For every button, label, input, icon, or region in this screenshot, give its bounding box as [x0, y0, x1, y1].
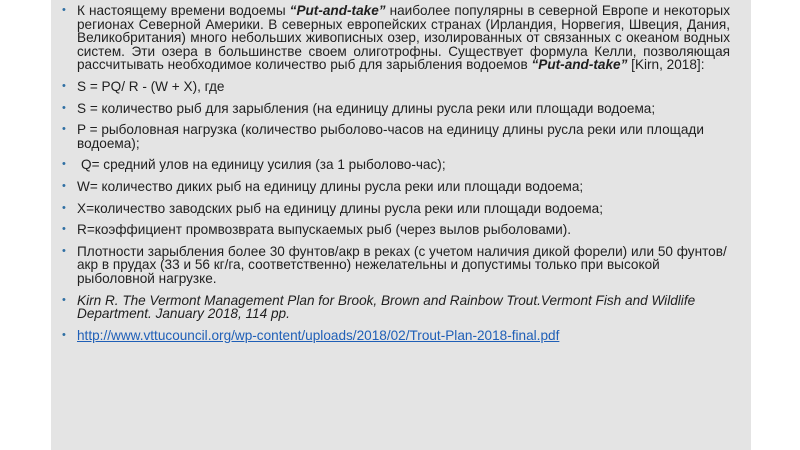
- bullet-list: [60, 4, 730, 350]
- put-and-take-term: “Put-and-take”: [289, 3, 386, 18]
- bullet-icon: •: [62, 123, 66, 136]
- bullet-icon: •: [62, 4, 66, 16]
- bullet-icon: •: [62, 158, 66, 171]
- bullet-icon: •: [62, 293, 66, 306]
- definition-item: [60, 158, 730, 172]
- reference-text: Kirn R. The Vermont Management Plan for Brook, Brown and Rainbow Trout.Vermont Fish and Wildlife Department. January 2018, 114 pp.: [77, 292, 696, 322]
- bullet-icon: •: [62, 179, 66, 192]
- definition-item: [60, 223, 730, 237]
- link-item: [60, 329, 730, 343]
- definition-item: [60, 102, 730, 116]
- intro-part-2: наиболее популярны в северной Европе и некоторых регионах Северной Америки. В северных европейских странах (Ирландия, Норвегия, Швеция, Дания, Великобритания) много небольших живописных озер, изолированных от связанных с океаном водных систем. Эти озера в большинстве своем олиготрофны. Существует формула Келли, позволяющая рассчитывать необходимое количество рыб для зарыбления водоемов: [77, 3, 730, 73]
- definition-text: P = рыболовная нагрузка (количество рыболово-часов на единицу длины русла реки или площади водоема);: [77, 122, 704, 151]
- definition-item: [60, 180, 730, 194]
- definition-item: [60, 202, 730, 216]
- bullet-icon: •: [62, 328, 66, 341]
- bullet-icon: •: [62, 223, 66, 236]
- definition-text: S = количество рыб для зарыбления (на единицу длины русла реки или площади водоема;: [77, 100, 656, 116]
- intro-part-3: [Kirn, 2018]:: [627, 57, 705, 73]
- definition-text: W= количество диких рыб на единицу длины русла реки или площади водоема;: [77, 178, 584, 194]
- trout-plan-link[interactable]: http://www.vttucouncil.org/wp-content/uploads/2018/02/Trout-Plan-2018-final.pdf: [77, 327, 560, 343]
- formula-item: [60, 80, 730, 94]
- bullet-icon: •: [62, 79, 66, 92]
- intro-text: [77, 4, 730, 72]
- put-and-take-term: “Put-and-take”: [531, 57, 628, 73]
- definition-text: X=количество заводских рыб на единицу длины русла реки или площади водоема;: [77, 200, 603, 216]
- definition-item: [60, 123, 730, 150]
- bullet-icon: •: [62, 201, 66, 214]
- definition-text: R=коэффициент промвозврата выпускаемых рыб (через вылов рыболовами).: [77, 222, 572, 238]
- formula-text: S = PQ/ R - (W + X), где: [77, 78, 225, 94]
- bullet-icon: •: [62, 101, 66, 114]
- intro-part-1: К настоящему времени водоемы: [77, 3, 290, 18]
- intro-paragraph: [60, 4, 730, 72]
- density-note-item: [60, 245, 730, 286]
- density-note-text: Плотности зарыбления более 30 фунтов/акр в реках (с учетом наличия дикой форели) или 50 фунтов/акр в прудах (33 и 56 кг/га, соответственно) нежелательны и допустимы только при высокой рыболовной нагрузке.: [77, 243, 727, 286]
- reference-item: [60, 294, 730, 321]
- bullet-icon: •: [62, 244, 66, 257]
- definition-text: Q= средний улов на единицу усилия (за 1 рыболово-час);: [81, 157, 446, 173]
